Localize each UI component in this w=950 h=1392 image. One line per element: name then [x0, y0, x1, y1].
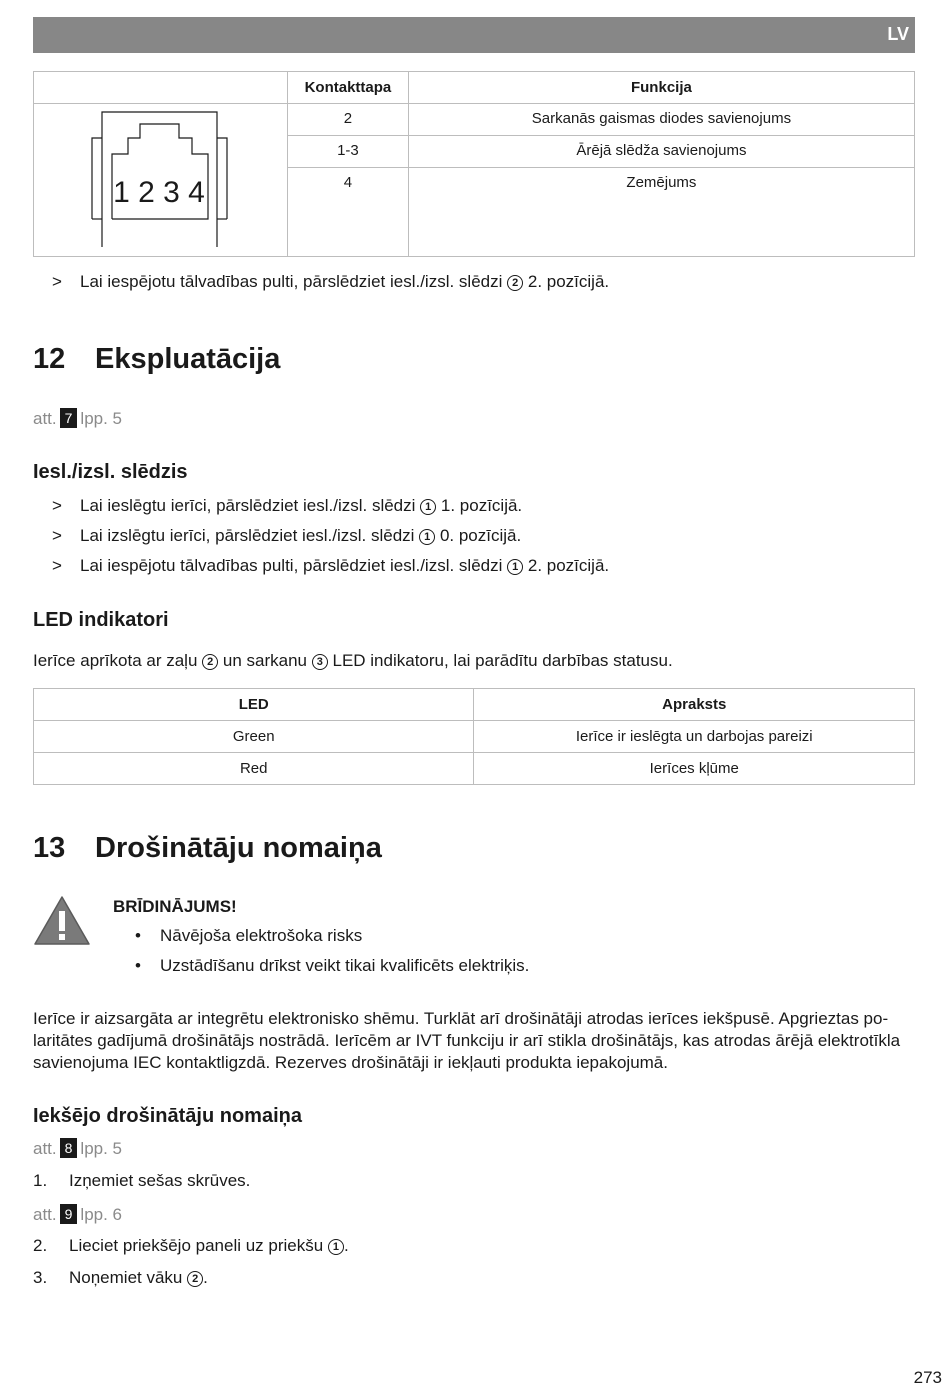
circled-number-icon: 1 — [420, 499, 436, 515]
intro-part: LED indikatoru, lai parādītu darbības statusu. — [332, 651, 673, 670]
led-table-header-led: LED — [34, 689, 474, 721]
led-color-cell: Green — [34, 721, 474, 753]
led-intro-text — [33, 650, 673, 672]
circled-number-icon: 2 — [507, 275, 523, 291]
warning-title: BRĪDINĀJUMS! — [113, 897, 237, 916]
page-number: 273 — [913, 1368, 942, 1387]
step-text-end: 1. pozīcijā. — [440, 496, 523, 515]
step-text: Lai ieslēgtu ierīci, pārslēdziet iesl./izsl. slēdzi — [80, 496, 416, 515]
step-text-end: . — [203, 1268, 208, 1287]
led-description-cell: Ierīces kļūme — [474, 753, 915, 785]
ref-page: lpp. 6 — [80, 1205, 123, 1224]
ref-page: lpp. 5 — [80, 1139, 123, 1158]
connector-pin-digits: 1 2 3 4 — [113, 176, 205, 209]
warning-list-item — [135, 926, 362, 946]
pin-function: Ārējā slēdža savienojums — [408, 136, 914, 168]
step-text: Noņemiet vāku — [69, 1268, 183, 1287]
step-number: 2. — [33, 1236, 48, 1255]
figure-reference — [33, 408, 122, 429]
warning-list-item — [135, 956, 529, 976]
circled-number-icon: 3 — [312, 654, 328, 670]
section-13-heading — [33, 832, 382, 865]
ref-prefix: att. — [33, 409, 57, 428]
step-text: Lieciet priekšējo paneli uz priekšu — [69, 1236, 324, 1255]
led-status-table — [33, 688, 915, 785]
pin-value: 1-3 — [288, 136, 409, 168]
section-title: Ekspluatācija — [95, 343, 281, 375]
pin-function: Zemējums — [408, 168, 914, 257]
section-12-heading — [33, 343, 280, 376]
intro-part: un sarkanu — [222, 651, 308, 670]
connector-diagram-cell — [34, 104, 288, 257]
numbered-step — [33, 1268, 208, 1288]
remote-enable-note — [52, 272, 609, 292]
ref-prefix: att. — [33, 1139, 57, 1158]
chevron-right-icon: > — [52, 496, 62, 515]
led-table-header-description: Apraksts — [474, 689, 915, 721]
section-number: 13 — [33, 832, 66, 864]
step-text-end: . — [343, 1236, 349, 1255]
paragraph-line: laritātes gadījumā drošinātājs nostrādā. Ierīcēm ar IVT funkciju ir arī stikla drošinātājs, kas atrodas ārējā elektrotīkla — [33, 1031, 901, 1050]
section-number: 12 — [33, 343, 66, 375]
step-item — [52, 496, 522, 516]
figure-number-badge: 8 — [60, 1138, 78, 1158]
pin-value: 2 — [288, 104, 409, 136]
step-text: Izņemiet sešas skrūves. — [69, 1171, 251, 1190]
circled-number-icon: 1 — [507, 559, 523, 575]
rj-connector-diagram — [34, 104, 287, 256]
section-title: Drošinātāju nomaiņa — [95, 832, 382, 864]
chevron-right-icon: > — [52, 272, 62, 291]
switch-subheading: Iesl./izsl. slēdzis — [33, 461, 188, 483]
fuse-paragraph — [33, 1008, 900, 1074]
circled-number-icon: 2 — [187, 1271, 203, 1287]
pin-assignment-table — [33, 71, 915, 257]
paragraph-line: savienojuma IEC kontaktligzdā. Rezerves drošinātāji ir iekļauti produkta iepakojumā. — [33, 1053, 668, 1072]
intro-part: Ierīce aprīkota ar zaļu — [33, 651, 198, 670]
bullet-icon: • — [135, 956, 141, 975]
language-header-bar — [33, 17, 915, 53]
bullet-icon: • — [135, 926, 141, 945]
led-description-cell: Ierīce ir ieslēgta un darbojas pareizi — [474, 721, 915, 753]
language-code: LV — [887, 24, 909, 44]
pin-function: Sarkanās gaismas diodes savienojums — [408, 104, 914, 136]
figure-number-badge: 9 — [60, 1204, 78, 1224]
pin-value: 4 — [288, 168, 409, 257]
paragraph-line: Ierīce ir aizsargāta ar integrētu elektronisko shēmu. Turklāt arī drošinātāji atrodas ierīces iekšpusē. Apgrieztas po- — [33, 1009, 889, 1028]
step-item — [52, 556, 609, 576]
circled-number-icon: 2 — [202, 654, 218, 670]
step-text-end: 2. pozīcijā. — [527, 556, 610, 575]
chevron-right-icon: > — [52, 526, 62, 545]
ref-prefix: att. — [33, 1205, 57, 1224]
circled-number-icon: 1 — [328, 1239, 344, 1255]
internal-fuse-subheading: Iekšējo drošinātāju nomaiņa — [33, 1105, 302, 1127]
led-subheading: LED indikatori — [33, 609, 169, 631]
step-text: Lai iespējotu tālvadības pulti, pārslēdziet iesl./izsl. slēdzi — [80, 556, 503, 575]
pin-table-header-empty — [34, 72, 288, 104]
circled-number-icon: 1 — [419, 529, 435, 545]
step-text-end: 0. pozīcijā. — [439, 526, 522, 545]
figure-reference — [33, 1204, 122, 1225]
figure-reference — [33, 1138, 122, 1159]
numbered-step — [33, 1236, 349, 1256]
numbered-step — [33, 1171, 250, 1191]
note-text-end: 2. pozīcijā. — [527, 272, 610, 291]
step-item — [52, 526, 521, 546]
step-number: 1. — [33, 1171, 48, 1190]
warning-text: Uzstādīšanu drīkst veikt tikai kvalificēts elektriķis. — [160, 956, 530, 975]
step-text: Lai izslēgtu ierīci, pārslēdziet iesl./izsl. slēdzi — [80, 526, 415, 545]
note-text: Lai iespējotu tālvadības pulti, pārslēdziet iesl./izsl. slēdzi — [80, 272, 503, 291]
warning-triangle-icon — [33, 895, 91, 947]
step-number: 3. — [33, 1268, 48, 1287]
ref-page: lpp. 5 — [80, 409, 123, 428]
chevron-right-icon: > — [52, 556, 62, 575]
pin-table-header-pin: Kontakttapa — [288, 72, 409, 104]
led-color-cell: Red — [34, 753, 474, 785]
figure-number-badge: 7 — [60, 408, 78, 428]
pin-table-header-function: Funkcija — [408, 72, 914, 104]
warning-text: Nāvējoša elektrošoka risks — [160, 926, 363, 945]
